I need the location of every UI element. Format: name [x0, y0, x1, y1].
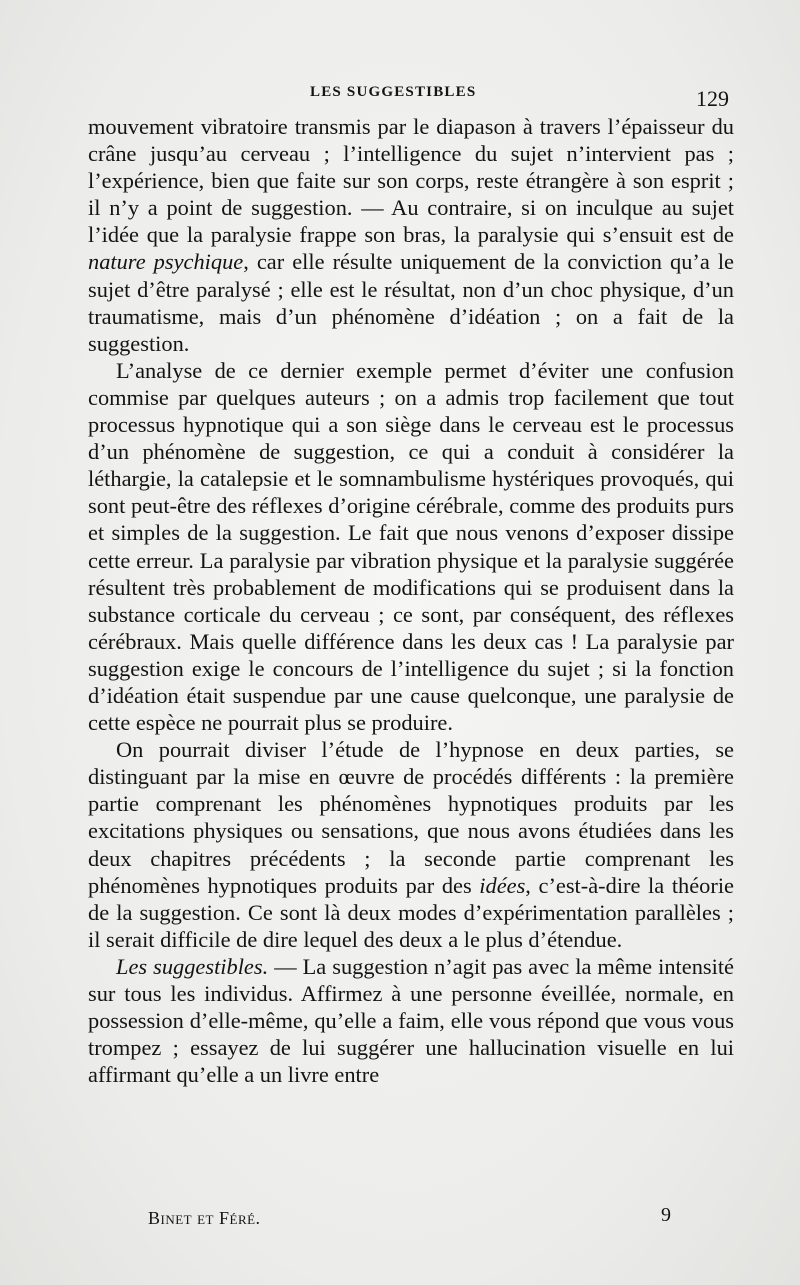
- body-text: [88, 113, 734, 1088]
- paragraph-3-text: On pourrait diviser l’étude de l’hypnose en deux parties, se distinguant par la mise en œuvre de procédés différents : la première partie comprenant les phénomènes hypnotiques produits par les excitations physiques ou sensations, que nous avons étudiées dans les deux chapitres précédents ; la seconde partie comprenant les phénomènes hypnotiques produits par des: [88, 737, 734, 898]
- paragraph-1-text: mouvement vibratoire transmis par le diapason à travers l’épaisseur du crâne jusqu’au cerveau ; l’intelligence du sujet n’intervient pas ; l’expérience, bien que faite sur son corps, reste étrangère à son esprit ; il n’y a point de suggestion. — Au contraire, si on inculque au sujet l’idée que la paralysie frappe son bras, la paralysie qui s’ensuit est de: [88, 114, 734, 248]
- paragraph-4-text: — La suggestion n’agit pas avec la même intensité sur tous les individus. Affirmez à une personne éveillée, normale, en possession d’elle-même, qu’elle a faim, elle vous répond que vous vous trompez ; essayez de lui suggérer une hallucination visuelle en lui affirmant qu’elle a un livre entre: [88, 953, 734, 1088]
- paragraph-1-italic: nature psychique: [88, 249, 244, 275]
- paragraph-2: [88, 357, 734, 736]
- paragraph-2-text: L’analyse de ce dernier exemple permet d’éviter une confusion commise par quelques auteurs ; on a admis trop facilement que tout processus hypnotique qui a son siège dans le cerveau est le processus d’un phénomène de suggestion, ce qui a conduit à considérer la léthargie, la catalepsie et le somnambulisme hystériques provoqués, qui sont peut-être des réflexes d’origine cérébrale, comme des produits purs et simples de la suggestion. Le fait que nous venons d’exposer dissipe cette erreur. La paralysie par vibration physique et la paralysie suggérée résultent très probablement de modifications qui se produisent dans la substance corticale du cerveau ; ce sont, par conséquent, des réflexes cérébraux. Mais quelle différence dans les deux cas ! La paralysie par suggestion exige le concours de l’intelligence du sujet ; si la fonction d’idéation était suspendue par une cause quelconque, une paralysie de cette espèce ne pourrait plus se produire.: [88, 357, 734, 736]
- paragraph-3-text-end: , c’est-à-dire la théorie de la suggestion. Ce sont là deux modes d’expérimentation parallèles ; il serait difficile de dire lequel des deux a le plus d’étendue.: [88, 872, 734, 952]
- running-head: LES SUGGESTIBLES: [310, 84, 477, 100]
- paragraph-3-italic: idées: [479, 872, 526, 898]
- section-heading-italic: Les suggestibles.: [116, 953, 269, 979]
- footer-authors: Binet et Féré.: [148, 1208, 261, 1228]
- paragraph-1-text-end: , car elle résulte uniquement de la conviction qu’a le sujet d’être paralysé ; elle est le résultat, non d’un choc physique, d’un traumatisme, mais d’un phénomène d’idéation ; on a fait de la suggestion.: [88, 249, 734, 356]
- page-number: 129: [696, 86, 729, 111]
- paragraph-3: [88, 736, 734, 953]
- paragraph-4: [88, 953, 734, 1088]
- paragraph-1: [88, 113, 734, 357]
- footer-signature: 9: [661, 1204, 671, 1226]
